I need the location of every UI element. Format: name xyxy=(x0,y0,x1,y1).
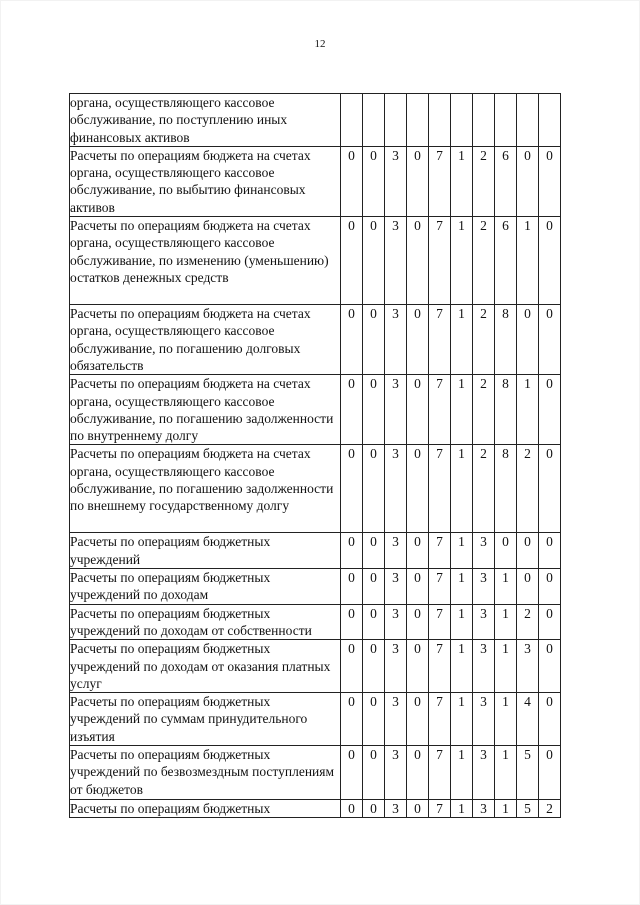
code-digit: 7 xyxy=(429,217,451,305)
row-description: Расчеты по операциям бюджетных учреждений по доходам от оказания платных услуг xyxy=(70,640,341,693)
code-digit: 0 xyxy=(539,217,561,305)
code-digit: 3 xyxy=(385,693,407,746)
code-digit: 6 xyxy=(495,146,517,216)
code-digit: 7 xyxy=(429,305,451,375)
code-digit: 1 xyxy=(495,569,517,605)
row-description: Расчеты по операциям бюджета на счетах органа, осуществляющего кассовое обслуживание, по погашению долговых обязательств xyxy=(70,305,341,375)
code-digit: 1 xyxy=(451,604,473,640)
table-row xyxy=(70,146,561,216)
code-digit: 0 xyxy=(363,604,385,640)
code-digit xyxy=(451,94,473,147)
row-description: Расчеты по операциям бюджета на счетах органа, осуществляющего кассовое обслуживание, по погашению задолженности по внутреннему долгу xyxy=(70,375,341,445)
row-description: Расчеты по операциям бюджетных учреждений по доходам xyxy=(70,569,341,605)
table-row xyxy=(70,445,561,533)
code-digit: 8 xyxy=(495,305,517,375)
code-digit: 0 xyxy=(341,640,363,693)
row-description: Расчеты по операциям бюджета на счетах органа, осуществляющего кассовое обслуживание, по изменению (уменьшению) остатков денежных средств xyxy=(70,217,341,305)
code-digit: 0 xyxy=(539,445,561,533)
code-digit: 3 xyxy=(385,445,407,533)
code-digit: 0 xyxy=(407,800,429,818)
code-digit: 3 xyxy=(473,569,495,605)
table-row xyxy=(70,640,561,693)
code-digit: 0 xyxy=(363,569,385,605)
code-digit: 1 xyxy=(451,800,473,818)
code-digit: 1 xyxy=(495,746,517,800)
code-digit: 0 xyxy=(341,746,363,800)
code-digit: 6 xyxy=(495,217,517,305)
code-digit: 1 xyxy=(451,445,473,533)
code-digit: 0 xyxy=(517,533,539,569)
code-digit: 1 xyxy=(495,640,517,693)
code-digit: 3 xyxy=(385,533,407,569)
code-digit: 3 xyxy=(473,746,495,800)
code-digit: 0 xyxy=(517,146,539,216)
code-digit xyxy=(385,94,407,147)
code-digit: 0 xyxy=(495,533,517,569)
code-digit: 0 xyxy=(407,569,429,605)
account-codes-table xyxy=(69,93,561,818)
code-digit: 0 xyxy=(517,305,539,375)
account-codes-body xyxy=(70,94,561,818)
code-digit: 7 xyxy=(429,445,451,533)
page-number: 12 xyxy=(314,38,326,50)
code-digit: 2 xyxy=(473,305,495,375)
code-digit: 0 xyxy=(539,604,561,640)
row-description: Расчеты по операциям бюджетных учреждений по доходам от собственности xyxy=(70,604,341,640)
code-digit: 7 xyxy=(429,146,451,216)
code-digit: 1 xyxy=(451,217,473,305)
code-digit: 0 xyxy=(363,693,385,746)
code-digit: 0 xyxy=(539,569,561,605)
table-row xyxy=(70,746,561,800)
code-digit: 0 xyxy=(407,604,429,640)
code-digit: 3 xyxy=(385,569,407,605)
code-digit: 0 xyxy=(407,217,429,305)
code-digit: 0 xyxy=(341,445,363,533)
code-digit: 7 xyxy=(429,604,451,640)
table-row xyxy=(70,305,561,375)
code-digit: 0 xyxy=(407,693,429,746)
code-digit: 0 xyxy=(539,746,561,800)
code-digit: 1 xyxy=(451,569,473,605)
code-digit: 0 xyxy=(517,569,539,605)
code-digit: 0 xyxy=(539,305,561,375)
code-digit: 7 xyxy=(429,375,451,445)
code-digit: 0 xyxy=(341,693,363,746)
code-digit: 2 xyxy=(539,800,561,818)
code-digit: 0 xyxy=(407,746,429,800)
code-digit: 7 xyxy=(429,693,451,746)
code-digit: 1 xyxy=(451,640,473,693)
code-digit: 0 xyxy=(363,375,385,445)
code-digit: 7 xyxy=(429,640,451,693)
code-digit: 3 xyxy=(473,533,495,569)
code-digit: 3 xyxy=(385,604,407,640)
code-digit: 0 xyxy=(363,533,385,569)
code-digit: 3 xyxy=(385,146,407,216)
code-digit xyxy=(495,94,517,147)
table-row xyxy=(70,533,561,569)
code-digit: 0 xyxy=(363,146,385,216)
code-digit: 0 xyxy=(539,146,561,216)
code-digit: 0 xyxy=(407,305,429,375)
code-digit: 0 xyxy=(363,217,385,305)
code-digit: 0 xyxy=(341,604,363,640)
code-digit: 3 xyxy=(517,640,539,693)
code-digit: 3 xyxy=(473,604,495,640)
code-digit: 0 xyxy=(363,305,385,375)
code-digit: 0 xyxy=(363,640,385,693)
code-digit: 0 xyxy=(341,305,363,375)
table-row xyxy=(70,375,561,445)
row-description: Расчеты по операциям бюджетных xyxy=(70,800,341,818)
code-digit: 0 xyxy=(363,746,385,800)
code-digit: 0 xyxy=(407,445,429,533)
code-digit xyxy=(407,94,429,147)
code-digit: 3 xyxy=(385,640,407,693)
code-digit: 2 xyxy=(473,445,495,533)
table-row xyxy=(70,569,561,605)
row-description: Расчеты по операциям бюджета на счетах органа, осуществляющего кассовое обслуживание, по выбытию финансовых активов xyxy=(70,146,341,216)
code-digit: 1 xyxy=(451,693,473,746)
code-digit xyxy=(517,94,539,147)
code-digit: 4 xyxy=(517,693,539,746)
table-row xyxy=(70,94,561,147)
code-digit: 1 xyxy=(451,533,473,569)
code-digit: 1 xyxy=(451,146,473,216)
code-digit: 1 xyxy=(495,800,517,818)
code-digit: 7 xyxy=(429,746,451,800)
code-digit: 0 xyxy=(341,146,363,216)
code-digit: 3 xyxy=(385,746,407,800)
code-digit: 0 xyxy=(539,375,561,445)
code-digit: 1 xyxy=(495,604,517,640)
code-digit: 0 xyxy=(341,800,363,818)
table-row xyxy=(70,604,561,640)
row-description: органа, осуществляющего кассовое обслуживание, по поступлению иных финансовых активов xyxy=(70,94,341,147)
code-digit: 7 xyxy=(429,569,451,605)
code-digit: 1 xyxy=(451,305,473,375)
code-digit xyxy=(539,94,561,147)
code-digit: 0 xyxy=(539,640,561,693)
code-digit xyxy=(363,94,385,147)
code-digit: 1 xyxy=(451,746,473,800)
code-digit: 0 xyxy=(341,533,363,569)
table-row xyxy=(70,217,561,305)
code-digit: 0 xyxy=(341,217,363,305)
code-digit: 1 xyxy=(517,375,539,445)
code-digit: 1 xyxy=(517,217,539,305)
row-description: Расчеты по операциям бюджетных учреждений xyxy=(70,533,341,569)
code-digit: 8 xyxy=(495,445,517,533)
code-digit: 3 xyxy=(385,375,407,445)
code-digit xyxy=(473,94,495,147)
code-digit: 3 xyxy=(385,305,407,375)
code-digit: 5 xyxy=(517,746,539,800)
code-digit: 5 xyxy=(517,800,539,818)
code-digit: 0 xyxy=(407,375,429,445)
code-digit: 2 xyxy=(473,146,495,216)
table-row xyxy=(70,800,561,818)
code-digit: 1 xyxy=(451,375,473,445)
code-digit: 0 xyxy=(407,146,429,216)
row-description: Расчеты по операциям бюджетных учреждений по безвозмездным поступлениям от бюджетов xyxy=(70,746,341,800)
code-digit xyxy=(341,94,363,147)
row-description: Расчеты по операциям бюджета на счетах органа, осуществляющего кассовое обслуживание, по погашению задолженности по внешнему государственному долгу xyxy=(70,445,341,533)
code-digit: 0 xyxy=(341,375,363,445)
code-digit: 0 xyxy=(407,533,429,569)
code-digit xyxy=(429,94,451,147)
code-digit: 7 xyxy=(429,800,451,818)
code-digit: 2 xyxy=(517,445,539,533)
code-digit: 0 xyxy=(363,800,385,818)
row-description: Расчеты по операциям бюджетных учреждений по суммам принудительного изъятия xyxy=(70,693,341,746)
code-digit: 3 xyxy=(385,217,407,305)
code-digit: 0 xyxy=(363,445,385,533)
code-digit: 1 xyxy=(495,693,517,746)
code-digit: 2 xyxy=(473,375,495,445)
code-digit: 3 xyxy=(385,800,407,818)
code-digit: 2 xyxy=(517,604,539,640)
code-digit: 2 xyxy=(473,217,495,305)
code-digit: 0 xyxy=(539,533,561,569)
code-digit: 0 xyxy=(407,640,429,693)
table-row xyxy=(70,693,561,746)
code-digit: 3 xyxy=(473,640,495,693)
code-digit: 3 xyxy=(473,693,495,746)
code-digit: 8 xyxy=(495,375,517,445)
code-digit: 3 xyxy=(473,800,495,818)
code-digit: 7 xyxy=(429,533,451,569)
code-digit: 0 xyxy=(341,569,363,605)
code-digit: 0 xyxy=(539,693,561,746)
